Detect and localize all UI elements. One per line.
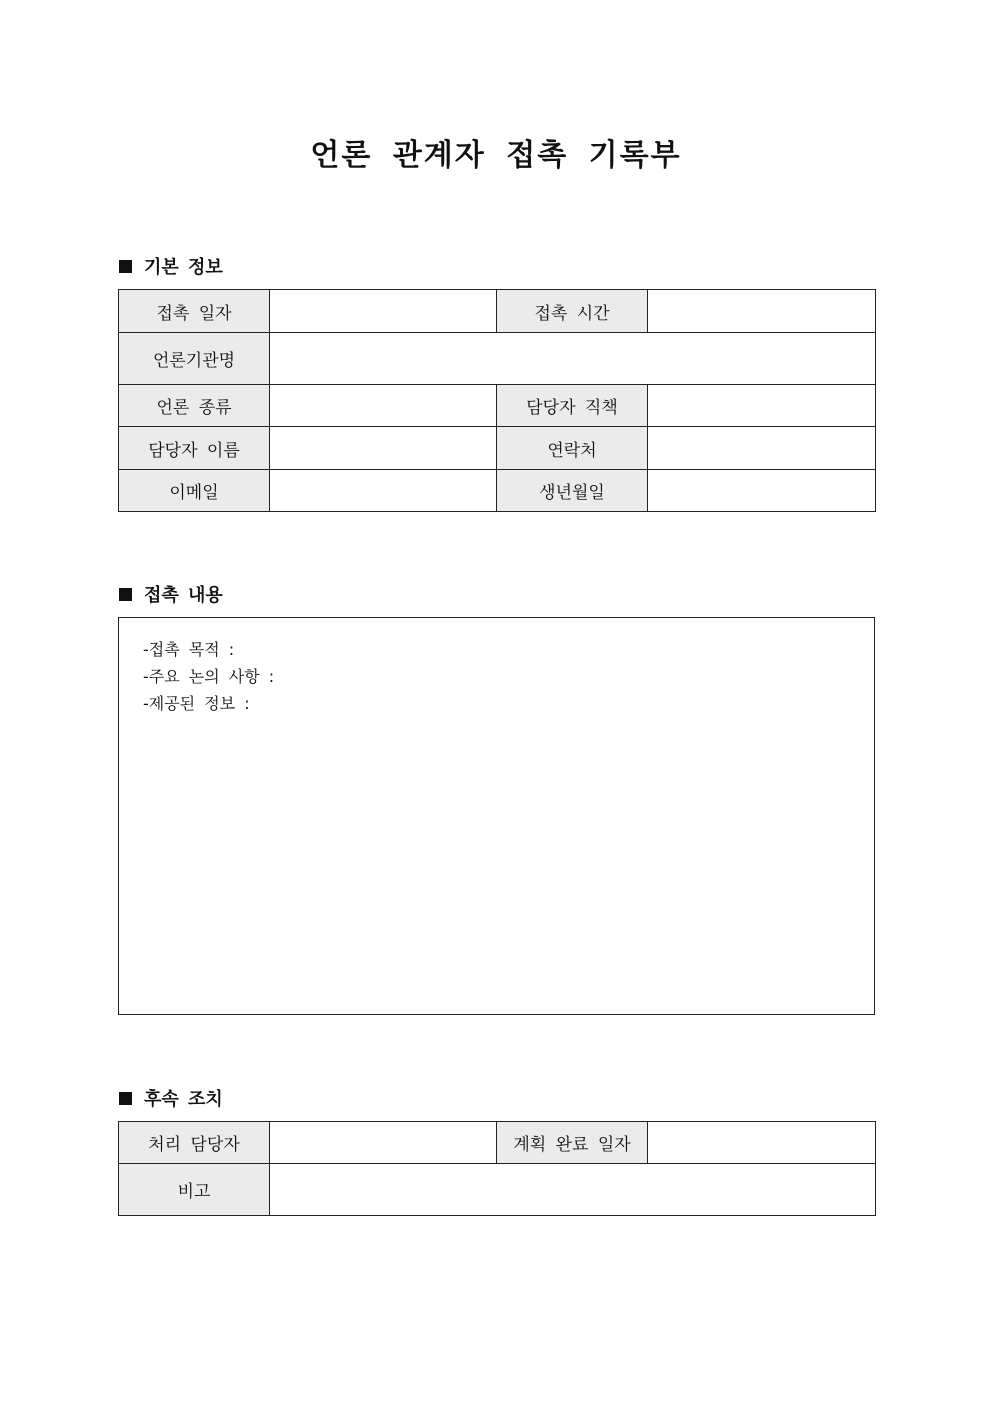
discussion-line: -주요 논의 사항 : bbox=[143, 667, 275, 686]
planned-completion-field[interactable] bbox=[648, 1122, 876, 1164]
contact-time-field[interactable] bbox=[648, 290, 876, 333]
contact-position-label: 담당자 직책 bbox=[497, 385, 648, 427]
handler-label: 처리 담당자 bbox=[119, 1122, 270, 1164]
contact-date-field[interactable] bbox=[270, 290, 497, 333]
followup-table bbox=[118, 1121, 876, 1216]
section-heading-label: 접촉 내용 bbox=[144, 585, 223, 606]
media-org-label: 언론기관명 bbox=[119, 333, 270, 385]
remarks-field[interactable] bbox=[270, 1164, 876, 1216]
contact-time-label: 접촉 시간 bbox=[497, 290, 648, 333]
square-bullet-icon bbox=[119, 588, 132, 601]
birthdate-label: 생년월일 bbox=[497, 470, 648, 512]
page-title: 언론 관계자 접촉 기록부 bbox=[310, 138, 682, 173]
section-heading-content bbox=[119, 581, 223, 607]
media-org-field[interactable] bbox=[270, 333, 876, 385]
table-row bbox=[119, 470, 876, 512]
table-row bbox=[119, 333, 876, 385]
email-label: 이메일 bbox=[119, 470, 270, 512]
section-heading-label: 기본 정보 bbox=[144, 257, 223, 278]
section-heading-basic bbox=[119, 253, 223, 279]
contact-name-field[interactable] bbox=[270, 427, 497, 470]
media-type-field[interactable] bbox=[270, 385, 497, 427]
content-lines bbox=[143, 636, 274, 717]
remarks-label: 비고 bbox=[119, 1164, 270, 1216]
phone-label: 연락처 bbox=[497, 427, 648, 470]
purpose-line: -접촉 목적 : bbox=[143, 640, 235, 659]
section-heading-label: 후속 조치 bbox=[144, 1089, 223, 1110]
phone-field[interactable] bbox=[648, 427, 876, 470]
contact-date-label: 접촉 일자 bbox=[119, 290, 270, 333]
section-heading-followup bbox=[119, 1085, 223, 1111]
table-row bbox=[119, 385, 876, 427]
square-bullet-icon bbox=[119, 1092, 132, 1105]
birthdate-field[interactable] bbox=[648, 470, 876, 512]
table-row bbox=[119, 290, 876, 333]
handler-field[interactable] bbox=[270, 1122, 497, 1164]
media-type-label: 언론 종류 bbox=[119, 385, 270, 427]
table-row bbox=[119, 1164, 876, 1216]
planned-completion-label: 계획 완료 일자 bbox=[497, 1122, 648, 1164]
provided-info-line: -제공된 정보 : bbox=[143, 694, 250, 713]
square-bullet-icon bbox=[119, 260, 132, 273]
table-row bbox=[119, 427, 876, 470]
contact-name-label: 담당자 이름 bbox=[119, 427, 270, 470]
contact-position-field[interactable] bbox=[648, 385, 876, 427]
table-row bbox=[119, 1122, 876, 1164]
email-field[interactable] bbox=[270, 470, 497, 512]
contact-content-box[interactable] bbox=[118, 617, 875, 1015]
basic-info-table bbox=[118, 289, 876, 512]
